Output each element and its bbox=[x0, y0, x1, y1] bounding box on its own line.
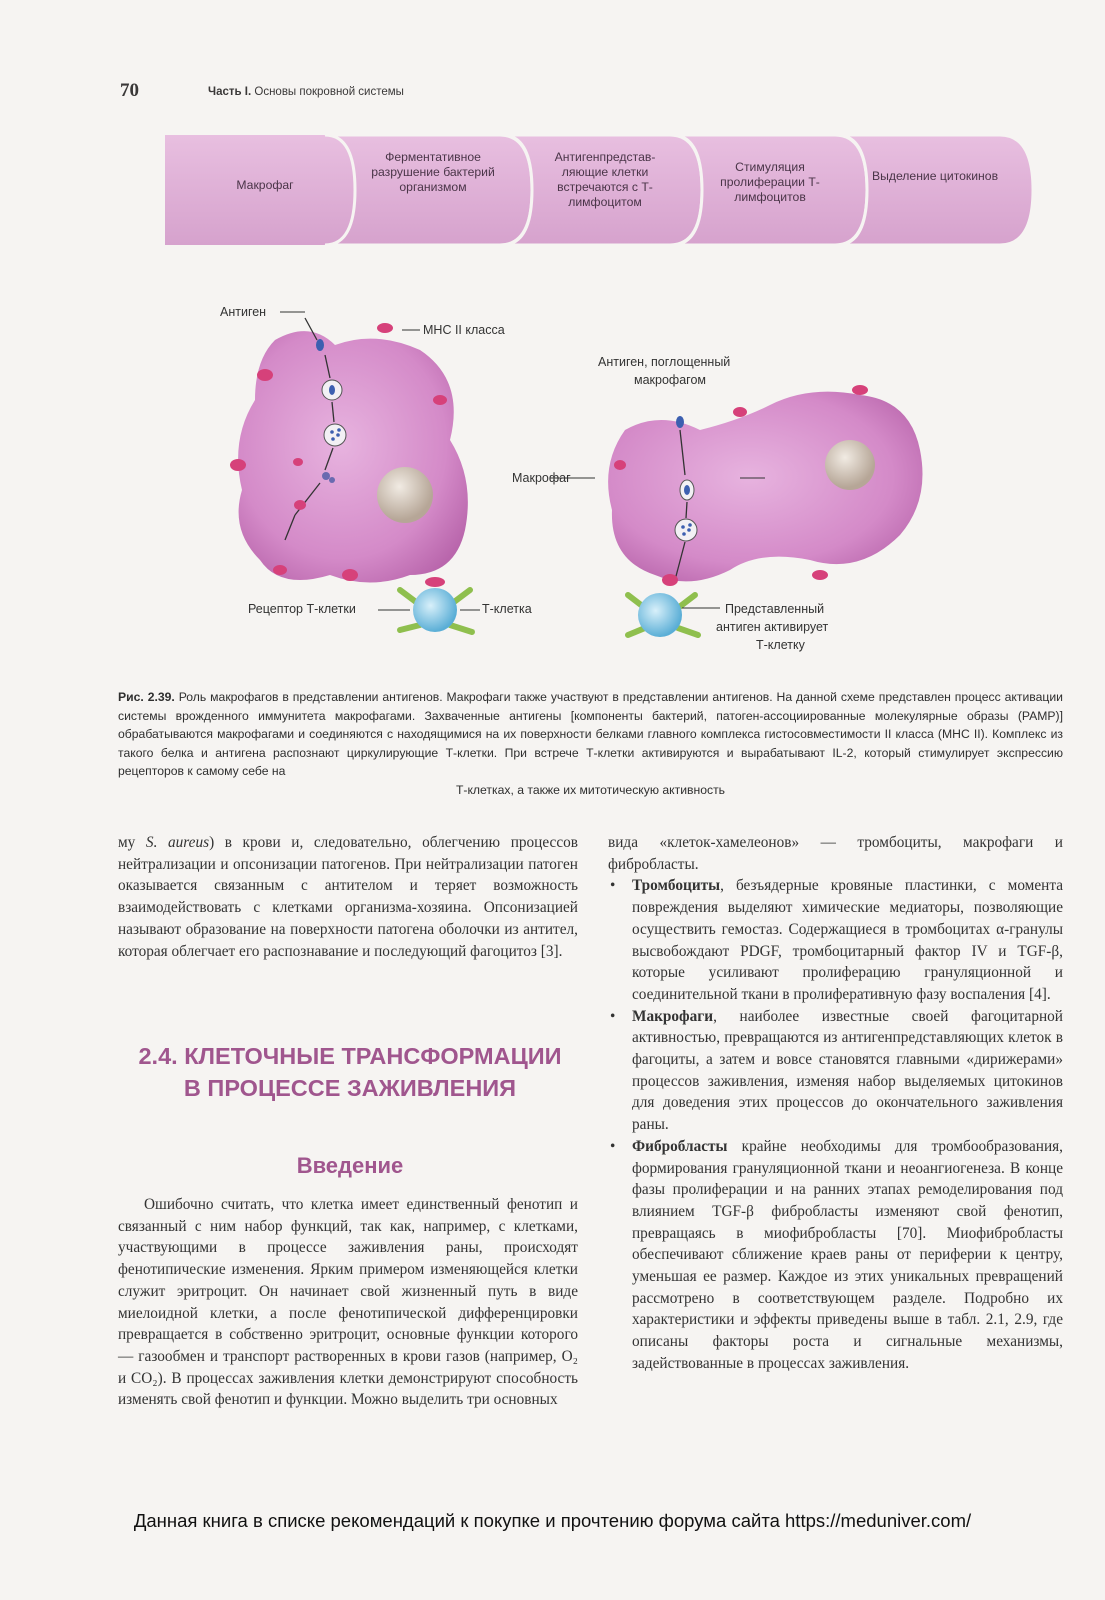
flow-step-2: Ферментативное разрушение бактерий организмом bbox=[371, 150, 495, 194]
macrophage-illustration bbox=[120, 290, 1060, 680]
part-label: Часть I. bbox=[208, 86, 252, 98]
section-heading: 2.4. КЛЕТОЧНЫЕ ТРАНСФОРМАЦИИ В ПРОЦЕССЕ ЗАЖИВЛЕНИЯ bbox=[138, 1043, 562, 1101]
part-title: Основы покровной системы bbox=[254, 86, 404, 98]
label-antigen-absorbed-2: макрофагом bbox=[634, 373, 706, 387]
antigen-left bbox=[316, 339, 324, 351]
macrophage-figure bbox=[120, 290, 1060, 680]
intro-paragraph: Ошибочно считать, что клетка имеет единственный фенотип и связанный с ним набор функций, так как, например, с клетками, участвующими в процессе заживления раны, происходят фенотипические изменения. Ярким примером изменяющейся клетки служит эритроцит. Он начинает свой жизненный путь в виде миелоидной клетки, а после фенотипической дифференцировки превращается в собственно эритроцит, основные функции которого — газообмен и транспорт растворенных в крови газов (например, O₂ и CO₂). В процессах заживления клетки демонстрируют способность изменять свой фенотип и функции. Можно выделить три основных bbox=[118, 1196, 578, 1409]
term-fibroblasts: Фибробласты bbox=[632, 1137, 728, 1155]
list-item-fibroblasts bbox=[608, 1136, 1063, 1375]
flow-step-5-shape bbox=[837, 135, 1033, 245]
label-tcell: Т-клетка bbox=[482, 602, 532, 616]
left-macrophage-cell bbox=[238, 331, 468, 582]
caption-last-line: Т-клетках, а также их митотическую активность bbox=[455, 782, 726, 797]
page-number: 70 bbox=[120, 80, 139, 101]
flow-step-1: Макрофаг bbox=[236, 178, 294, 192]
right-macrophage-cell bbox=[608, 392, 922, 582]
list-item-macrophages bbox=[608, 1006, 1063, 1136]
label-antigen-absorbed-1: Антиген, поглощенный bbox=[598, 355, 731, 369]
p1-pre: му bbox=[118, 834, 146, 851]
running-header bbox=[208, 86, 404, 98]
lysosome-left bbox=[324, 424, 346, 446]
figure-caption bbox=[118, 688, 1063, 799]
left-macrophage-nucleus bbox=[377, 467, 433, 523]
right-macrophage-nucleus bbox=[825, 440, 875, 490]
flow-step-4: Стимуляция пролиферации Т-лимфоцитов bbox=[720, 160, 820, 204]
text-platelets: , безъядерные кровяные пластинки, с момента повреждения выделяют химические медиаторы, позволяющие осуществить гемостаз. Содержащиеся в тромбоцитах α-гранулы высвобождают PDGF, тромбоцитарный фактор IV и TGF-β, которые усиливают пролиферацию грануляционной и соединительной ткани в пролиферативную фазу воспаления [4]. bbox=[632, 877, 1063, 1003]
label-tcell-receptor: Рецептор Т-клетки bbox=[248, 602, 356, 616]
text-fibroblasts: крайне необходимы для тромбообразования, формирования грануляционной ткани и неоангиогенеза. В конце фазы пролиферации и на ранних этапах ремоделирования под влиянием TGF-β фибробласты изменяют свой фенотип, превращаясь в миофибробласты [70]. Миофибробласты обеспечивают сближение краев раны от периферии к центру, уменьшая ее размер. Каждое из этих уникальных превращений рассмотрено в соответствующем разделе. Подробно их характеристики и эффекты приведены выше в табл. 2.1, 2.9, где описаны факторы роста и сигнальные механизмы, задействованные в процессах заживления. bbox=[632, 1137, 1063, 1372]
caption-text: Роль макрофагов в представлении антигенов. Макрофаги также участвуют в представлении антигенов. На данной схеме представлен процесс активации системы врожденного иммунитета макрофагами. Захваченные антигены [компоненты бактерий, патоген-ассоциированные молекулярные образы (PAMP)] обрабатываются макрофагами и соединяются с находящимися на их поверхности белками главного комплекса гистосовместимости II класса (MHC II). Комплекс из такого белка и антигена распознают циркулирующие Т-клетки. При встрече Т-клетки активируются и вырабатывают IL-2, который стимулирует экспрессию рецепторов к самому себе на bbox=[118, 690, 1063, 778]
list-item-platelets bbox=[608, 875, 1063, 1005]
p1-italic: S. aureus bbox=[145, 834, 210, 851]
subsection-heading: Введение bbox=[296, 1153, 404, 1178]
label-presented-2: антиген активирует bbox=[716, 620, 829, 634]
antigen-right bbox=[676, 416, 684, 428]
left-column-paragraph-1 bbox=[118, 832, 578, 962]
caption-label: Рис. 2.39. bbox=[118, 690, 175, 704]
footer-note: Данная книга в списке рекомендаций к покупке и прочтению форума сайта https://meduniver.com/ bbox=[133, 1510, 972, 1531]
right-column bbox=[608, 832, 1063, 1375]
p1-post: ) в крови и, следовательно, облегчению процессов нейтрализации и опсонизации патогенов. При нейтрализации патоген оказывается связанным с антителом и теряет возможность взаимодействовать с клетками организма-хозяина. Опсонизацией называют образование на поверхности патогена оболочки из антител, которая облегчает его распознавание и последующий фагоцитоз [3]. bbox=[118, 834, 578, 960]
label-presented-3: Т-клетку bbox=[756, 638, 805, 652]
process-flow bbox=[165, 135, 1035, 245]
term-platelets: Тромбоциты bbox=[632, 877, 721, 895]
label-presented-1: Представленный bbox=[725, 602, 825, 616]
flow-step-5: Выделение цитокинов bbox=[871, 169, 999, 183]
label-mhc: МНС II класса bbox=[423, 323, 505, 337]
label-macrophage: Макрофаг bbox=[512, 471, 571, 485]
label-antigen: Антиген bbox=[220, 305, 267, 319]
right-intro: вида «клеток-хамелеонов» — тромбоциты, макрофаги и фибробласты. bbox=[608, 834, 1063, 873]
text-macrophages: , наиболее известные своей фагоцитарной активностью, превращаются из антигенпредставляющих клеток в фагоциты, а затем и вовсе становятся главными «дирижерами» процессов заживления, изменяя набор выделяемых цитокинов для доведения этих процессов до окончательного заживления раны. bbox=[632, 1007, 1063, 1134]
flow-step-3: Антигенпредстав-ляющие клетки встречаются с Т-лимфоцитом bbox=[554, 150, 656, 209]
left-column-paragraph-2 bbox=[118, 1194, 578, 1411]
right-tcell bbox=[628, 593, 698, 637]
cell-types-list bbox=[608, 875, 1063, 1374]
left-tcell bbox=[400, 577, 472, 632]
term-macrophages: Макрофаги bbox=[632, 1007, 714, 1025]
